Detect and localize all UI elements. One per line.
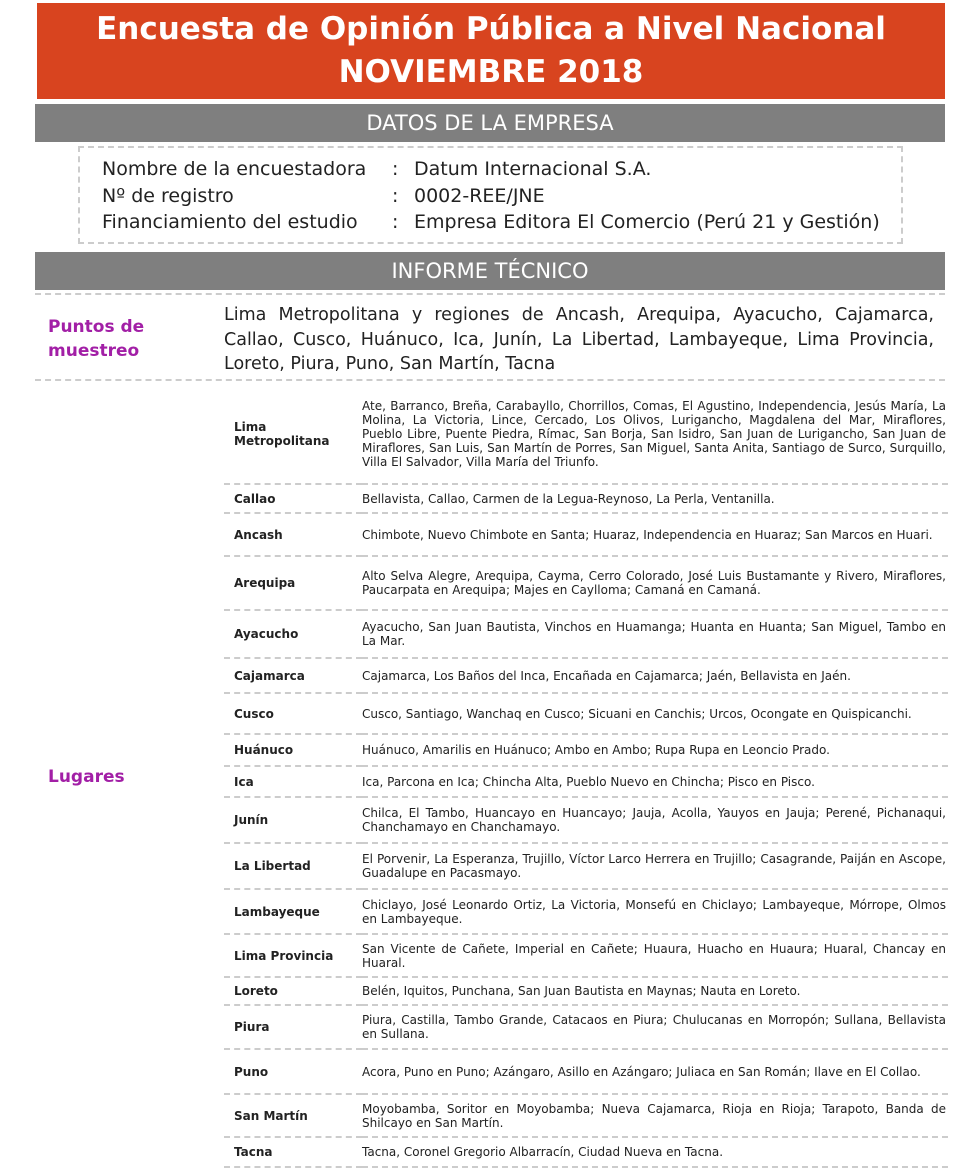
table-row [224, 734, 948, 766]
table-row [224, 610, 948, 658]
table-row [224, 658, 948, 693]
region-name: Callao [224, 484, 362, 513]
table-row [224, 934, 948, 977]
table-row [224, 384, 948, 484]
separator: : [392, 158, 399, 180]
region-name: Cusco [224, 693, 362, 734]
region-places: Tacna, Coronel Gregorio Albarracín, Ciudad Nueva en Tacna. [362, 1137, 948, 1167]
places-table [224, 384, 948, 1168]
region-places: Acora, Puno en Puno; Azángaro, Asillo en Azángaro; Juliaca en San Román; Ilave en El Collao. [362, 1049, 948, 1094]
separator: : [392, 184, 399, 207]
table-row [224, 513, 948, 556]
field-label: Nombre de la encuestadora [102, 158, 367, 180]
table-row [224, 889, 948, 934]
table-row [224, 693, 948, 734]
region-name: Tacna [224, 1137, 362, 1167]
region-places: Ayacucho, San Juan Bautista, Vinchos en Huamanga; Huanta en Huanta; San Miguel, Tambo en La Mar. [362, 610, 948, 658]
section-heading-empresa: DATOS DE LA EMPRESA [35, 104, 945, 142]
region-places: Cusco, Santiago, Wanchaq en Cusco; Sicuani en Canchis; Urcos, Ocongate en Quispicanchi. [362, 693, 948, 734]
report-title [37, 3, 945, 99]
region-name: Puno [224, 1049, 362, 1094]
region-name: Lima Metropolitana [224, 384, 362, 484]
region-places: Chiclayo, José Leonardo Ortiz, La Victoria, Monsefú en Chiclayo; Lambayeque, Mórrope, Olmos en Lambayeque. [362, 889, 948, 934]
sampling-points-label: Puntos de muestreo [48, 317, 145, 361]
region-places: San Vicente de Cañete, Imperial en Cañete; Huaura, Huacho en Huaura; Huaral, Chancay en Huaral. [362, 934, 948, 977]
section-heading-informe: INFORME TÉCNICO [35, 252, 945, 290]
region-places: Cajamarca, Los Baños del Inca, Encañada en Cajamarca; Jaén, Bellavista en Jaén. [362, 658, 948, 693]
region-places: Huánuco, Amarilis en Huánuco; Ambo en Ambo; Rupa Rupa en Leoncio Prado. [362, 734, 948, 766]
company-row [102, 209, 901, 236]
table-row [224, 1005, 948, 1049]
places-section [35, 382, 945, 1176]
region-name: Arequipa [224, 556, 362, 610]
table-row [224, 1049, 948, 1094]
table-row [224, 1137, 948, 1167]
field-value: 0002-REE/JNE [414, 184, 545, 207]
company-info [78, 146, 903, 244]
region-places: Moyobamba, Soritor en Moyobamba; Nueva Cajamarca, Rioja en Rioja; Tarapoto, Banda de Shilcayo en San Martín. [362, 1094, 948, 1137]
table-row [224, 843, 948, 889]
separator: : [392, 211, 399, 233]
region-places: Bellavista, Callao, Carmen de la Legua-Reynoso, La Perla, Ventanilla. [362, 484, 948, 513]
field-value: Datum Internacional S.A. [414, 158, 652, 180]
company-row [102, 183, 901, 210]
region-places: Ate, Barranco, Breña, Carabayllo, Chorrillos, Comas, El Agustino, Independencia, Jesús María, La Molina, La Victoria, Lince, Cercado, Los Olivos, Lurigancho, Magdalena del Mar, Miraflores, Pueblo Libre, Puente Piedra, Rímac, San Borja, San Isidro, San Juan de Lurigancho, San Juan de Miraflores, San Luis, San Martín de Porres, San Miguel, Santa Anita, Santiago de Surco, Surquillo, Villa El Salvador, Villa María del Triunfo. [362, 384, 948, 484]
table-row [224, 766, 948, 797]
table-row [224, 797, 948, 843]
field-label: Financiamiento del estudio [102, 211, 358, 233]
region-name: Ancash [224, 513, 362, 556]
region-places: El Porvenir, La Esperanza, Trujillo, Víctor Larco Herrera en Trujillo; Casagrande, Paiján en Ascope, Guadalupe en Pacasmayo. [362, 843, 948, 889]
region-places: Piura, Castilla, Tambo Grande, Catacaos en Piura; Chulucanas en Morropón; Sullana, Bellavista en Sullana. [362, 1005, 948, 1049]
region-name: Piura [224, 1005, 362, 1049]
region-name: Ica [224, 766, 362, 797]
region-name: Huánuco [224, 734, 362, 766]
region-name: Cajamarca [224, 658, 362, 693]
region-name: Lambayeque [224, 889, 362, 934]
region-name: La Libertad [224, 843, 362, 889]
title-line-2: NOVIEMBRE 2018 [338, 54, 644, 90]
region-places: Ica, Parcona en Ica; Chincha Alta, Pueblo Nuevo en Chincha; Pisco en Pisco. [362, 766, 948, 797]
table-row [224, 977, 948, 1005]
region-name: Junín [224, 797, 362, 843]
region-places: Chilca, El Tambo, Huancayo en Huancayo; Jauja, Acolla, Yauyos en Jauja; Perené, Pichanaqui, Chanchamayo en Chanchamayo. [362, 797, 948, 843]
region-places: Belén, Iquitos, Punchana, San Juan Bautista en Maynas; Nauta en Loreto. [362, 977, 948, 1005]
company-row [102, 156, 901, 183]
places-label: Lugares [48, 767, 125, 787]
field-label: Nº de registro [102, 184, 234, 207]
table-row [224, 484, 948, 513]
region-name: Lima Provincia [224, 934, 362, 977]
region-places: Chimbote, Nuevo Chimbote en Santa; Huaraz, Independencia en Huaraz; San Marcos en Huari. [362, 513, 948, 556]
sampling-points-text: Lima Metropolitana y regiones de Ancash, Arequipa, Ayacucho, Cajamarca, Callao, Cusco, Huánuco, Ica, Junín, La Libertad, Lambayeque, Lima Provincia, Loreto, Piura, Puno, San Martín, Tacna [224, 305, 934, 374]
table-row [224, 556, 948, 610]
field-value: Empresa Editora El Comercio (Perú 21 y Gestión) [414, 211, 880, 233]
region-name: San Martín [224, 1094, 362, 1137]
title-line-1: Encuesta de Opinión Pública a Nivel Nacional [96, 11, 886, 47]
region-name: Loreto [224, 977, 362, 1005]
region-places: Alto Selva Alegre, Arequipa, Cayma, Cerro Colorado, José Luis Bustamante y Rivero, Miraflores, Paucarpata en Arequipa; Majes en Caylloma; Camaná en Camaná. [362, 556, 948, 610]
sampling-points-section [35, 293, 945, 381]
table-row [224, 1094, 948, 1137]
region-name: Ayacucho [224, 610, 362, 658]
